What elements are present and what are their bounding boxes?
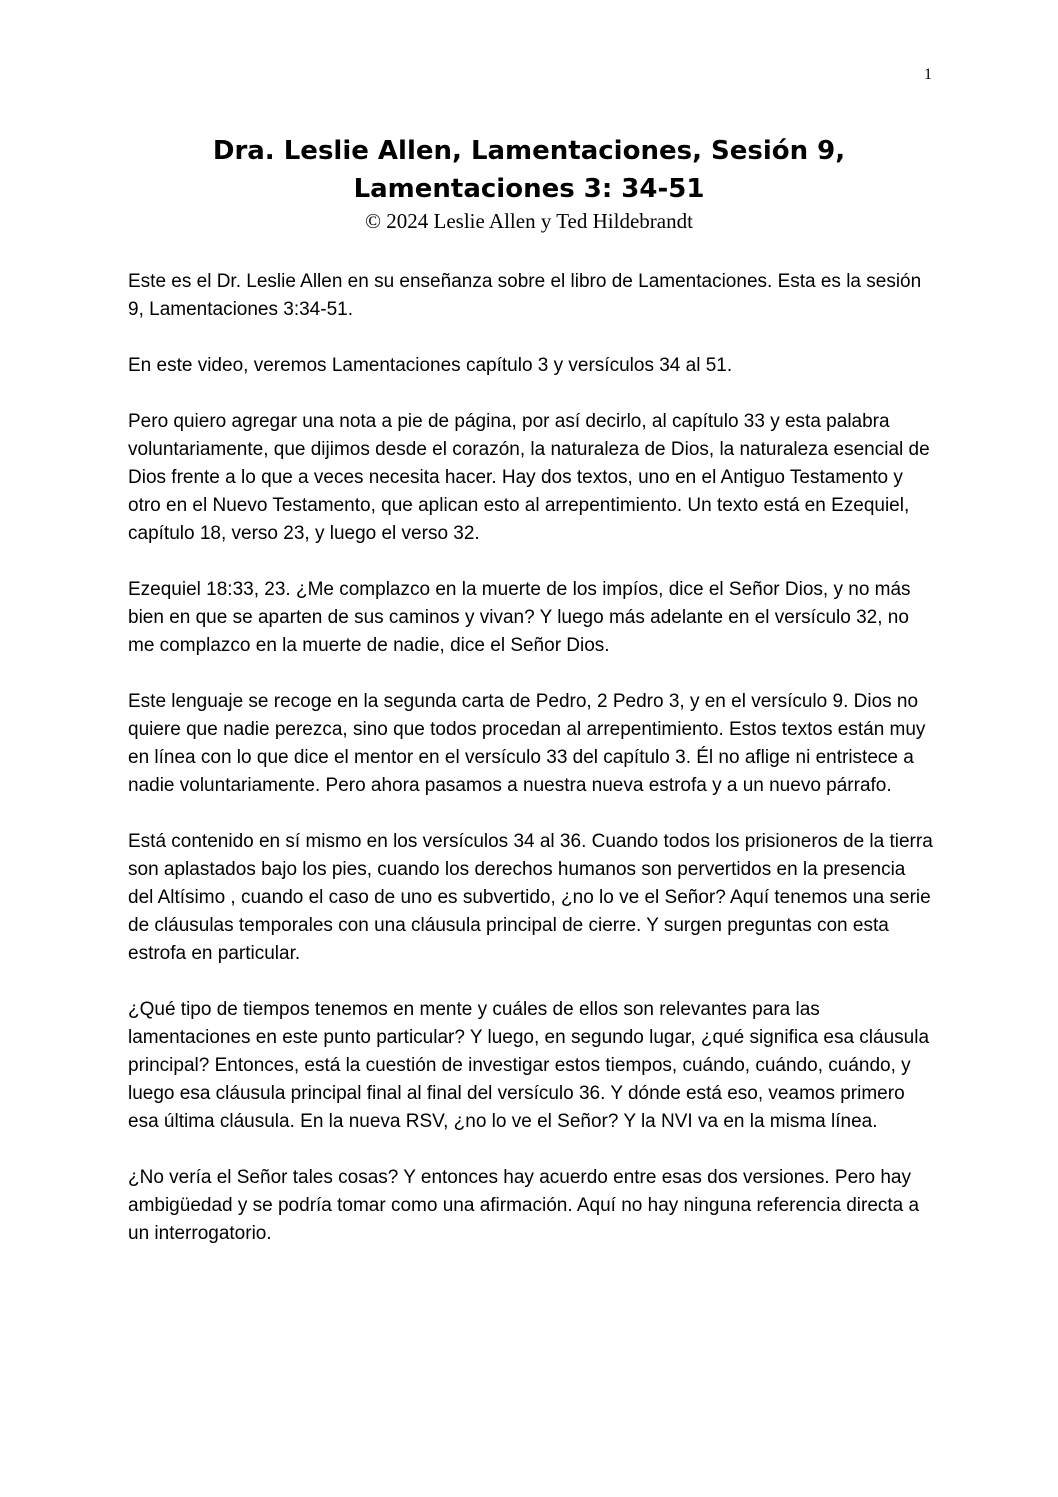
paragraph: Está contenido en sí mismo en los versículos 34 al 36. Cuando todos los prisioneros de la tierra son aplastados bajo los pies, cuando los derechos humanos son pervertidos en la presencia del Altísimo , cuando el caso de uno es subvertido, ¿no lo ve el Señor? Aquí tenemos una serie de cláusulas temporales con una cláusula principal de cierre. Y surgen preguntas con esta estrofa en particular.	[128, 831, 933, 964]
paragraph: Pero quiero agregar una nota a pie de página, por así decirlo, al capítulo 33 y esta palabra voluntariamente, que dijimos desde el corazón, la naturaleza de Dios, la naturaleza esencial de Dios frente a lo que a veces necesita hacer. Hay dos textos, uno en el Antiguo Testamento y otro en el Nuevo Testamento, que aplican esto al arrepentimiento. Un texto está en Ezequiel, capítulo 18, verso 23, y luego el verso 32.	[128, 411, 930, 544]
paragraph: Este lenguaje se recoge en la segunda carta de Pedro, 2 Pedro 3, y en el versículo 9. Dios no quiere que nadie perezca, sino que todos procedan al arrepentimiento. Estos textos están muy en línea con lo que dice el mentor en el versículo 33 del capítulo 3. Él no aflige ni entristece a nadie voluntariamente. Pero ahora pasamos a nuestra nueva estrofa y a un nuevo párrafo.	[128, 691, 926, 796]
paragraph: En este video, veremos Lamentaciones capítulo 3 y versículos 34 al 51.	[128, 355, 733, 376]
document-title-line-2: Lamentaciones 3: 34-51	[353, 174, 705, 204]
paragraph: Ezequiel 18:33, 23. ¿Me complazco en la muerte de los impíos, dice el Señor Dios, y no más bien en que se aparten de sus caminos y vivan? Y luego más adelante en el versículo 32, no me complazco en la muerte de nadie, dice el Señor Dios.	[128, 579, 911, 656]
copyright-notice: © 2024 Leslie Allen y Ted Hildebrandt	[365, 209, 693, 233]
document-header	[0, 132, 1058, 234]
paragraph: ¿No vería el Señor tales cosas? Y entonces hay acuerdo entre esas dos versiones. Pero hay ambigüedad y se podría tomar como una afirmación. Aquí no hay ninguna referencia directa a un interrogatorio.	[128, 1167, 920, 1244]
paragraph: ¿Qué tipo de tiempos tenemos en mente y cuáles de ellos son relevantes para las lamentaciones en este punto particular? Y luego, en segundo lugar, ¿qué significa esa cláusula principal? Entonces, está la cuestión de investigar estos tiempos, cuándo, cuándo, cuándo, y luego esa cláusula principal final al final del versículo 36. Y dónde está eso, veamos primero esa última cláusula. En la nueva RSV, ¿no lo ve el Señor? Y la NVI va en la misma línea.	[128, 999, 930, 1132]
page-number: 1	[924, 66, 932, 83]
document-body	[128, 268, 934, 1276]
paragraph: Este es el Dr. Leslie Allen en su enseñanza sobre el libro de Lamentaciones. Esta es la sesión 9, Lamentaciones 3:34-51.	[128, 271, 922, 320]
document-title-line-1: Dra. Leslie Allen, Lamentaciones, Sesión 9,	[212, 136, 846, 166]
